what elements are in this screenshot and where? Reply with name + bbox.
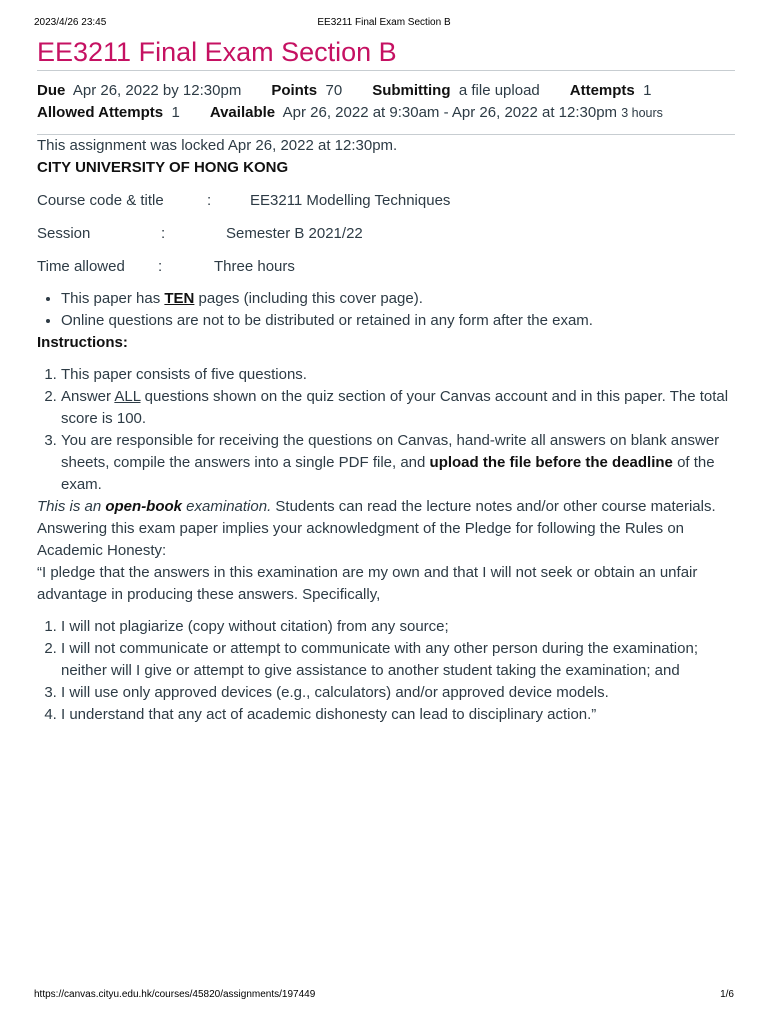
description [37, 135, 735, 726]
session-line [37, 223, 735, 245]
allowed-attempts-value: 1 [171, 104, 180, 121]
session-label: Session [37, 225, 91, 242]
session-sep: : [161, 225, 166, 242]
due-label: Due [37, 82, 66, 99]
list-item: 1. I will not plagiarize (copy without citation) from any source; [61, 616, 735, 638]
list-item: • Online questions are not to be distributed or retained in any form after the exam. [61, 310, 735, 332]
emphasis-ten: TEN [164, 290, 195, 307]
list-item: 1. This paper consists of five questions. [61, 364, 735, 386]
print-doc-title: EE3211 Final Exam Section B [317, 17, 451, 28]
attempts-label: Attempts [569, 82, 635, 99]
list-item: • This paper has TEN pages (including this cover page). [61, 288, 735, 310]
available-value: Apr 26, 2022 at 9:30am - Apr 26, 2022 at 12:30pm [282, 104, 618, 121]
submitting-label: Submitting [372, 82, 451, 99]
time-allowed-line [37, 256, 735, 278]
points-label: Points [271, 82, 318, 99]
list-item: 3. You are responsible for receiving the questions on Canvas, hand-write all answers on blank answer sheets, compile the answers into a single PDF file, and upload the file before the deadline of the exam. [61, 430, 735, 496]
assignment-details [37, 71, 735, 134]
university-name: CITY UNIVERSITY OF HONG KONG [37, 159, 289, 176]
course-label: Course code & title [37, 192, 164, 209]
time-allowed-value: Three hours [214, 258, 295, 275]
emphasis-upload: upload the file before the deadline [429, 454, 673, 471]
submitting-value: a file upload [458, 82, 540, 99]
page-title: EE3211 Final Exam Section B [37, 37, 397, 67]
course-line [37, 190, 735, 212]
print-footer [34, 989, 734, 1003]
open-book-note: This is an open-book examination. Students can read the lecture notes and/or other course materials. [37, 498, 716, 515]
session-value: Semester B 2021/22 [226, 225, 363, 242]
print-header [34, 17, 734, 31]
print-datetime: 2023/4/26 23:45 [34, 17, 107, 28]
course-value: EE3211 Modelling Techniques [250, 192, 451, 209]
time-allowed-sep: : [158, 258, 163, 275]
pledge-list [37, 616, 735, 726]
details-row-1 [37, 80, 735, 102]
pledge-intro: “I pledge that the answers in this examination are my own and that I will not seek or obtain an unfair advantage in producing these answers. Specifically, [37, 564, 698, 603]
points-value: 70 [325, 82, 343, 99]
locked-notice: This assignment was locked Apr 26, 2022 at 12:30pm. [37, 137, 398, 154]
list-item: 2. I will not communicate or attempt to communicate with any other person during the examination; neither will I give or attempt to give assistance to another student taking the examination; and [61, 638, 735, 682]
attempts-value: 1 [643, 82, 652, 99]
course-sep: : [207, 192, 212, 209]
list-item: 3. I will use only approved devices (e.g., calculators) and/or approved device models. [61, 682, 735, 704]
page-number: 1/6 [720, 989, 734, 1000]
notice-list [37, 288, 735, 332]
answering-note: Answering this exam paper implies your acknowledgment of the Pledge for following the Rules on Academic Honesty: [37, 520, 685, 559]
available-duration: 3 hours [621, 106, 663, 120]
list-item: 4. I understand that any act of academic dishonesty can lead to disciplinary action.” [61, 704, 735, 726]
available-label: Available [209, 104, 276, 121]
list-item: 2. Answer ALL questions shown on the quiz section of your Canvas account and in this paper. The total score is 100. [61, 386, 735, 430]
allowed-attempts-label: Allowed Attempts [37, 104, 164, 121]
time-allowed-label: Time allowed [37, 258, 125, 275]
instructions-heading: Instructions: [37, 334, 128, 351]
details-row-2 [37, 102, 735, 124]
assignment-content [37, 34, 735, 726]
instructions-list [37, 364, 735, 496]
print-url: https://canvas.cityu.edu.hk/courses/45820/assignments/197449 [34, 989, 316, 1000]
due-value: Apr 26, 2022 by 12:30pm [72, 82, 242, 99]
emphasis-all: ALL [114, 388, 141, 405]
